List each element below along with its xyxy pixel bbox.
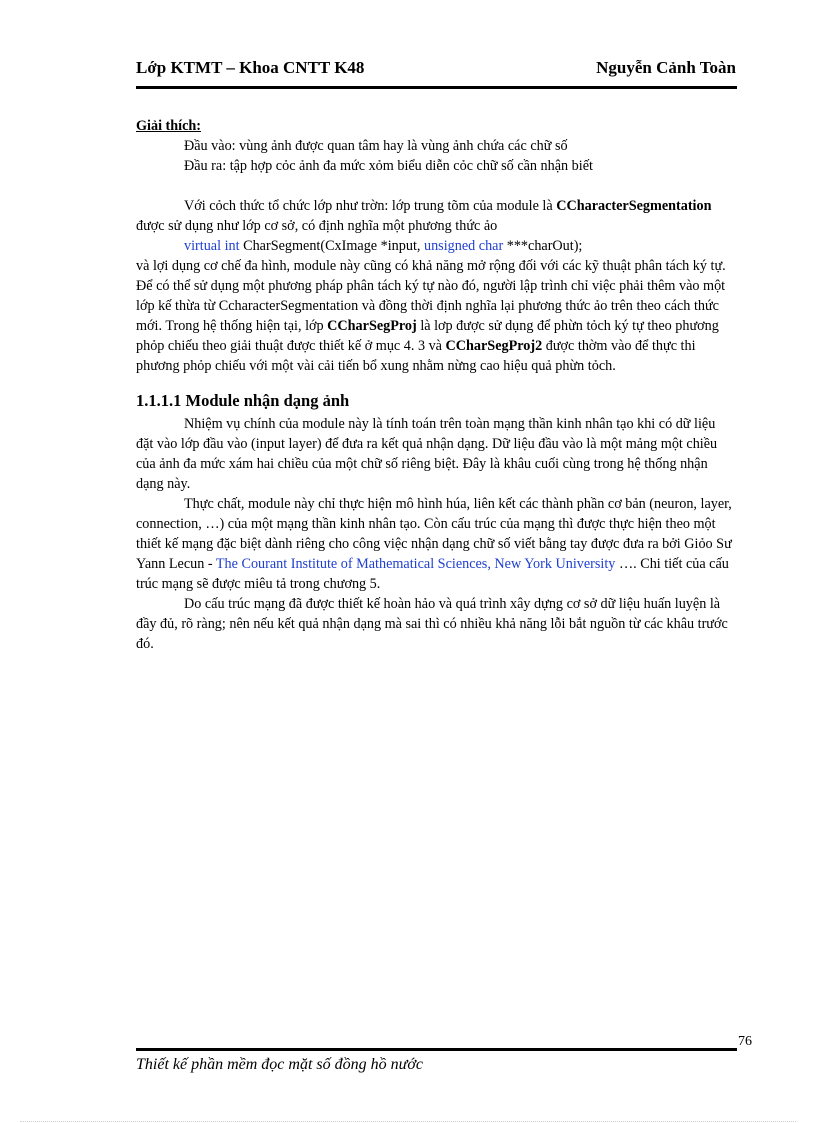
paragraph-text: được sử dụng như lớp cơ sở, có định nghĩa một phương thức ảo [136,218,498,234]
class-name: CCharacterSegmentation [556,198,712,214]
header-course: Lớp KTMT – Khoa CNTT K48 [136,58,365,77]
institution-link[interactable]: The Courant Institute of Mathematical Sciences, New York University [215,556,616,572]
footer-title: Thiết kế phần mềm đọc mặt số đồng hồ nước [136,1056,423,1073]
document-body [136,116,736,654]
spacer [136,176,736,196]
paragraph-text: được thờm vào để thực thi phương phỏp chiếu với một vài cải tiến bổ xung nhằm nừng cao hiệu quả phừn tỏch. [136,338,696,374]
explain-output: Đầu ra: tập hợp cỏc ảnh đa mức xỏm biểu diễn cỏc chữ số cần nhận biết [184,158,593,174]
paragraph-text: là lơp được sử dụng để phừn tỏch ký tự theo phương phỏp chiếu theo giải thuật được thiết kế ở mục 4. 3 và [136,318,719,354]
code-keyword: unsigned [423,238,476,254]
paragraph-text: Với cỏch thức tổ chức lớp như trờn: lớp trung tõm của module là [184,198,557,214]
code-text: ***charOut); [503,238,583,254]
section-paragraph-2 [136,494,736,594]
header-rule [136,86,737,89]
paragraph-text: và lợi dụng cơ chế đa hình, module này cũng có khả năng mở rộng đối với các kỹ thuật phân tách ký tự. Để có thể sử dụng một phương pháp phân tách ký tự nào đó, người lập trình chỉ việc phải thêm vào một lớp kế thừa từ CcharacterSegmentation và đồng thời định nghĩa lại phương thức ảo trên theo cách thức mới. Trong hệ thống hiện tại, lớp [136,258,726,334]
section-heading: 1.1.1.1 Module nhận dạng ảnh [136,391,350,410]
code-keyword: int [224,238,240,254]
footer-rule [136,1048,737,1051]
code-line [136,236,736,256]
header-author: Nguyễn Cảnh Toàn [596,58,736,77]
page-number: 76 [738,1034,752,1049]
explain-title [136,116,736,136]
paragraph-polymorphism [136,256,736,376]
class-name: CCharSegProj [327,318,417,334]
code-text: CharSegment(CxImage *input, [239,238,424,254]
section-paragraph-3: Do cấu trúc mạng đã được thiết kế hoàn hảo và quá trình xây dựng cơ sở dữ liệu huấn luyện là đầy đủ, rõ ràng; nên nếu kết quả nhận dạng mà sai thì có nhiều khả năng lỗi bắt nguồn từ các khâu trước đó. [136,596,728,652]
explain-input: Đầu vào: vùng ảnh được quan tâm hay là vùng ảnh chứa các chữ số [184,138,568,154]
class-name: CCharSegProj2 [445,338,543,354]
explain-title-text: Giải thích: [136,118,202,134]
section-paragraph-1: Nhiệm vụ chính của module này là tính toán trên toàn mạng thần kinh nhân tạo khi có dữ liệu đặt vào lớp đầu vào (input layer) để đưa ra kết quả nhận dạng. Dữ liệu đầu vào là một mảng một chiều của ảnh đa mức xám hai chiều của một chữ số riêng biệt. Đây là khâu cuối cùng trong hệ thống nhận dạng này. [136,416,718,492]
code-keyword: virtual [184,238,222,254]
page-edge-divider [20,1121,796,1122]
paragraph-text: Thực chất, module này chỉ thực hiện mô hình húa, liên kết các thành phần cơ bản (neuron, layer, connection, …) của một mạng thần kinh nhân tạo. Còn cấu trúc của mạng thì được thực hiện theo một thiết kế mạng đặc biệt dành riêng cho công việc nhận dạng chữ số viết bằng tay được đưa ra bởi Giỏo Sư Yann Lecun - [136,496,732,572]
code-keyword: char [478,238,504,254]
paragraph-class-intro [136,196,736,236]
paragraph-text: …. Chi tiết của cấu trúc mạng sẽ được miêu tả trong chương 5. [136,556,729,592]
